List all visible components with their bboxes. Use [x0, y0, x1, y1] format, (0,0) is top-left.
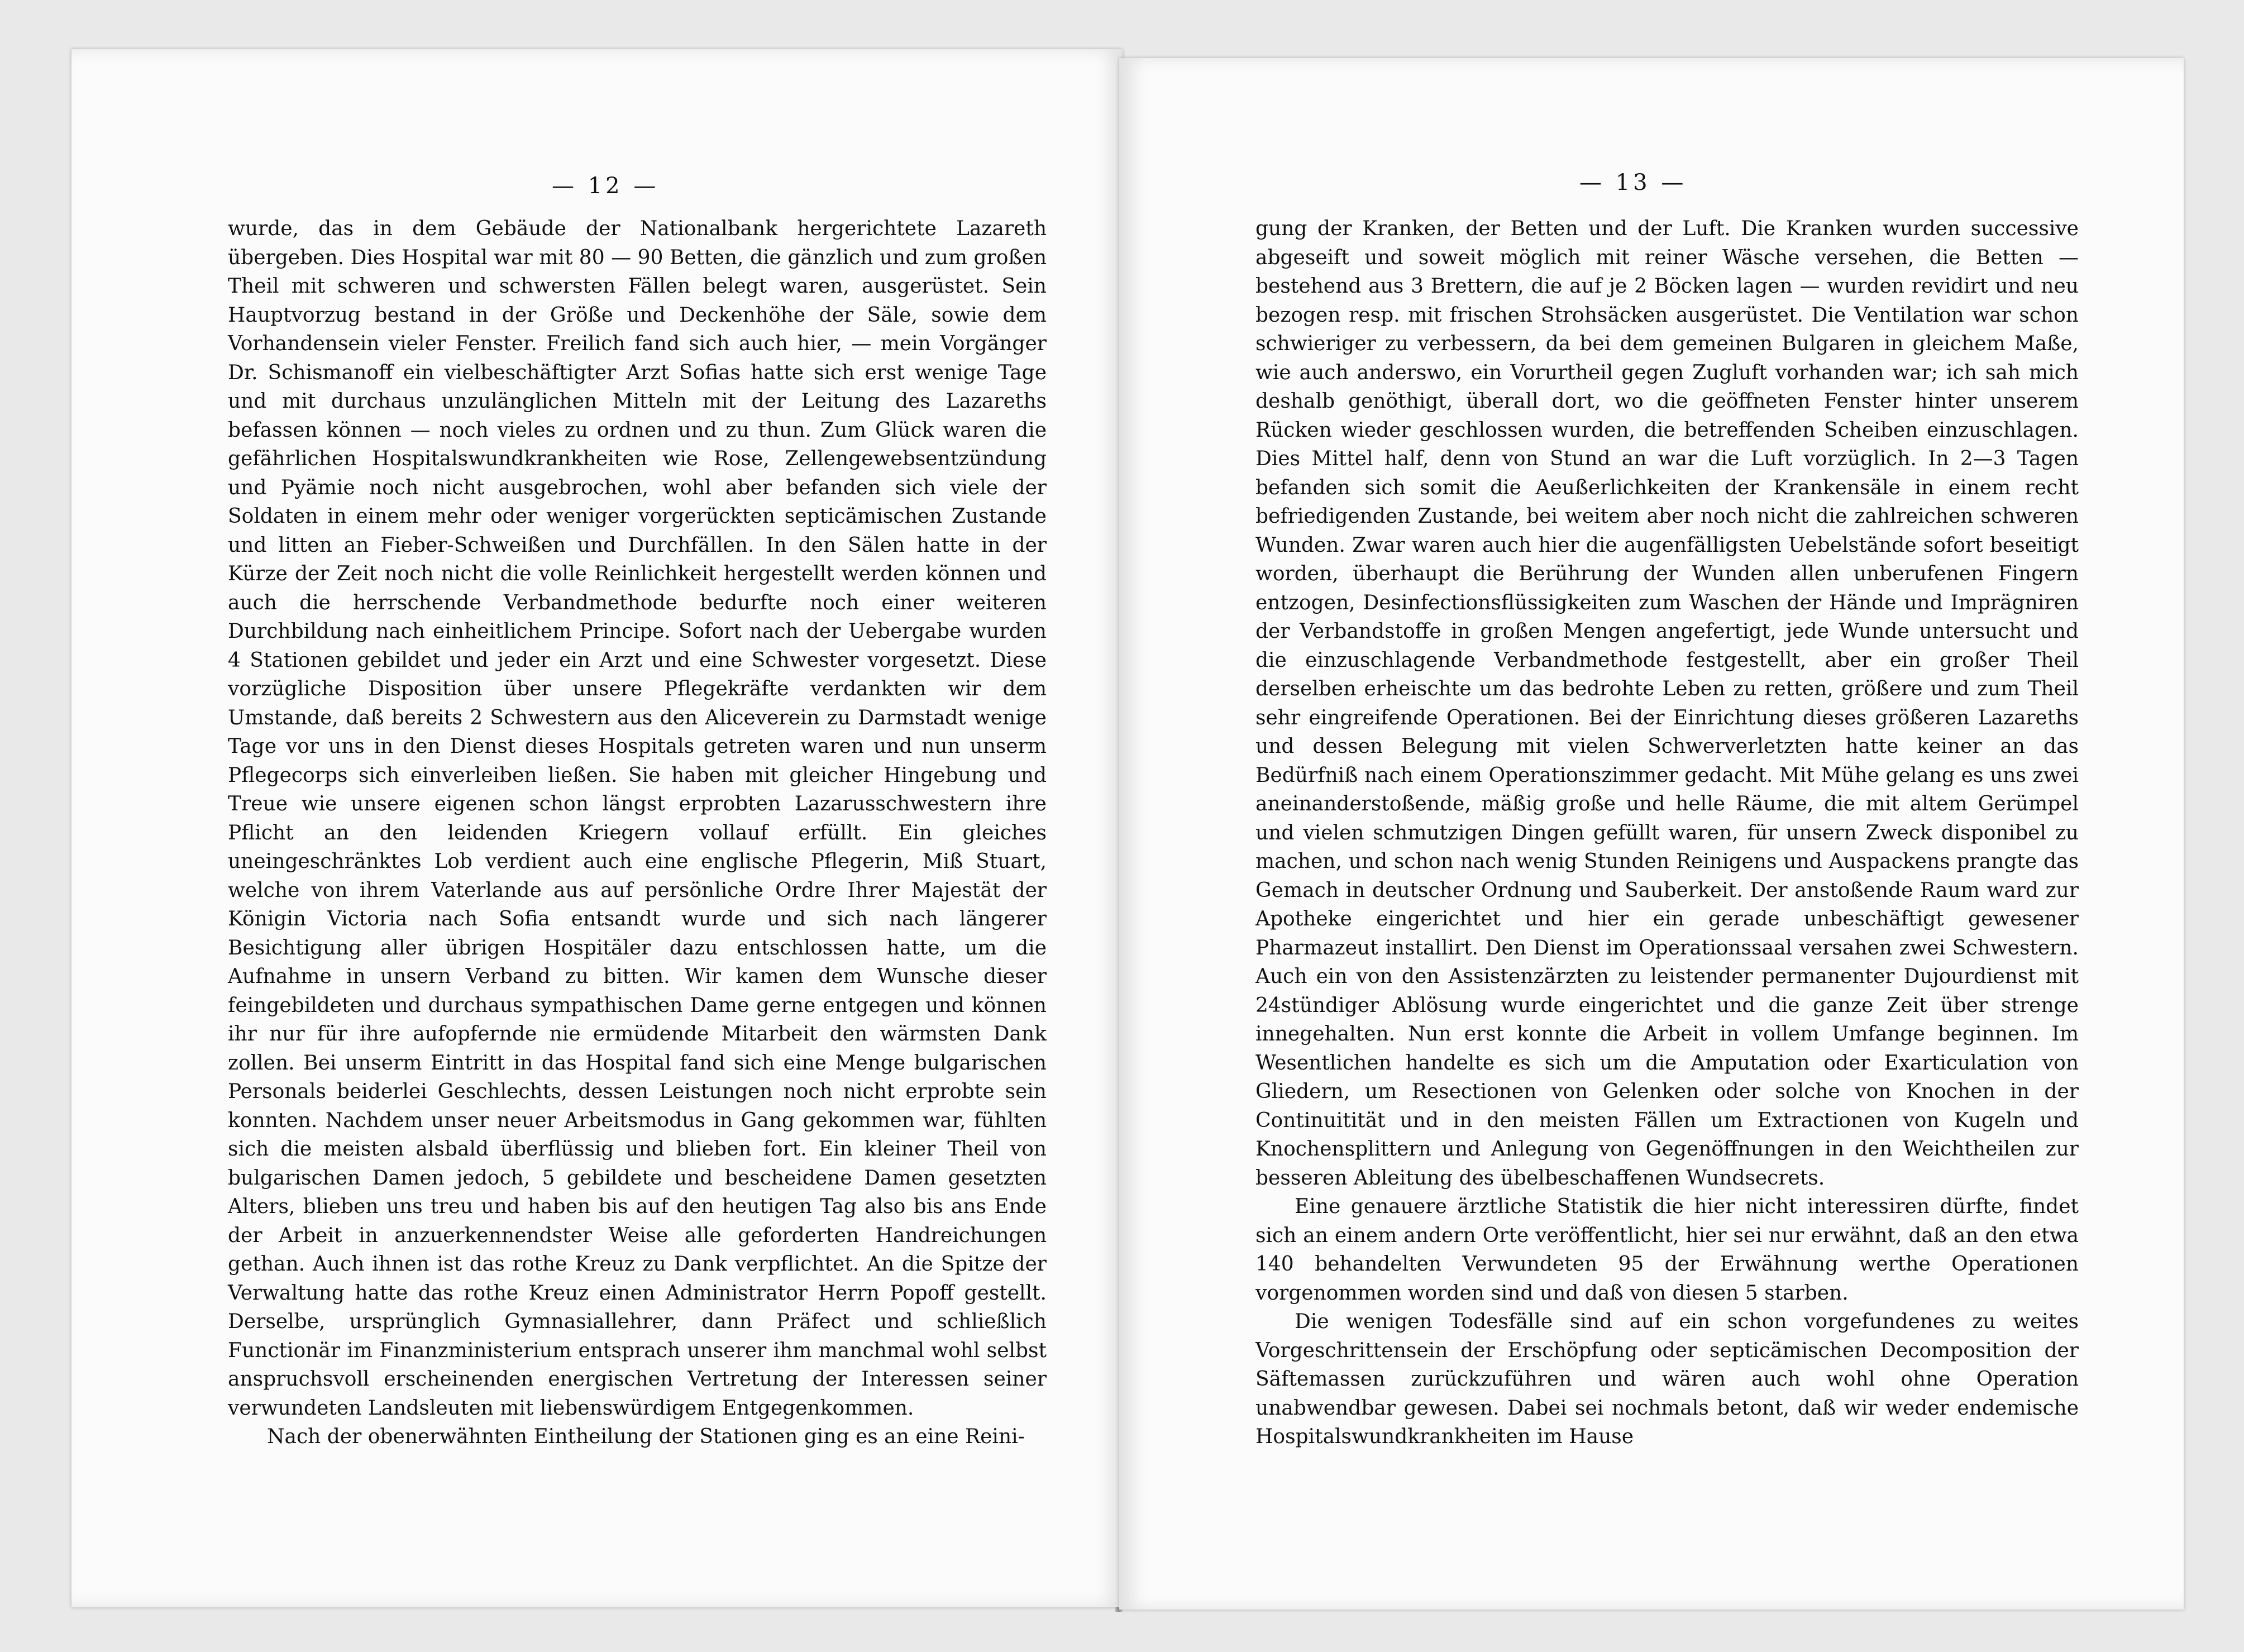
- paragraph: Die wenigen Todesfälle sind auf ein schon vorgefundenes zu weites Vorgeschrittensein der Erschöpfung oder septicämischen Decomposition der Säftemassen zurückzuführen und wären auch wohl ohne Operation unabwendbar gewesen. Dabei sei nochmals betont, daß wir weder endemische Hospitalswundkrankheiten im Hause: [1255, 1310, 2079, 1448]
- left-page: [71, 49, 1123, 1607]
- paragraph: Eine genauere ärztliche Statistik die hier nicht interessiren dürfte, findet sich an einem andern Orte veröffentlicht, hier sei nur erwähnt, daß an den etwa 140 behandelten Verwundeten 95 der Erwähnung werthe Operationen vorgenommen worden sind und daß von diesen 5 starben.: [1255, 1195, 2079, 1305]
- page-number: — 12 —: [552, 173, 660, 199]
- paragraph: Nach der obenerwähnten Eintheilung der Stationen ging es an eine Reini-: [267, 1425, 1025, 1448]
- page-number: — 13 —: [1579, 170, 1687, 195]
- body-text: [228, 214, 1047, 1452]
- right-page: [1119, 58, 2184, 1610]
- body-text: [1255, 214, 2079, 1452]
- paragraph: gung der Kranken, der Betten und der Luft. Die Kranken wurden successive abgeseift und soweit möglich mit reiner Wäsche versehen, die Betten — bestehend aus 3 Brettern, die auf je 2 Böcken lagen — wurden revidirt und neu bezogen resp. mit frischen Strohsäcken ausgerüstet. Die Ventilation war schon schwieriger zu verbessern, da bei dem gemeinen Bulgaren in gleichem Maße, wie auch anderswo, ein Vorurtheil gegen Zugluft vorhanden war; ich sah mich deshalb genöthigt, überall dort, wo die geöffneten Fenster hinter unserem Rücken wieder geschlossen wurden, die betreffenden Scheiben einzuschlagen. Dies Mittel half, denn von Stund an war die Luft vorzüglich. In 2—3 Tagen befanden sich somit die Aeußerlichkeiten der Krankensäle in einem recht befriedigenden Zustande, bei weitem aber noch nicht die zahlreichen schweren Wunden. Zwar waren auch hier die augenfälligsten Uebelstände sofort beseitigt worden, überhaupt die Berührung der Wunden allen unberufenen Fingern entzogen, Desinfectionsflüssigkeiten zum Waschen der Hände und Imprägniren der Verbandstoffe in großen Mengen angefertigt, jede Wunde untersucht und die einzuschlagende Verbandmethode festgestellt, aber ein großer Theil derselben erheischte um das bedrohte Leben zu retten, größere und zum Theil sehr eingreifende Operationen. Bei der Einrichtung dieses größeren Lazareths und dessen Belegung mit vielen Schwerverletzten hatte keiner an das Bedürfniß nach einem Operationszimmer gedacht. Mit Mühe gelang es uns zwei aneinanderstoßende, mäßig große und helle Räume, die mit altem Gerümpel und vielen schmutzigen Dingen gefüllt waren, für unsern Zweck disponibel zu machen, und schon nach wenig Stunden Reinigens und Auspackens prangte das Gemach in deutscher Ordnung und Sauberkeit. Der anstoßende Raum ward zur Apotheke eingerichtet und hier ein gerade unbeschäftigt gewesener Pharmazeut installirt. Den Dienst im Operationssaal versahen zwei Schwestern. Auch ein von den Assistenzärzten zu leistender permanenter Dujourdienst mit 24stündiger Ablösung wurde eingerichtet und die ganze Zeit über strenge innegehalten. Nun erst konnte die Arbeit in vollem Umfange beginnen. Im Wesentlichen handelte es sich um die Amputation oder Exarticulation von Gliedern, um Resectionen von Gelenken oder solche von Knochen in der Continuitität und in den meisten Fällen um Extractionen von Kugeln und Knochensplittern und Anlegung von Gegenöffnungen in den Weichtheilen zur besseren Ableitung des übelbeschaffenen Wundsecrets.: [1255, 217, 2079, 1190]
- paragraph: wurde, das in dem Gebäude der Nationalbank hergerichtete Lazareth übergeben. Dies Hospital war mit 80 — 90 Betten, die gänzlich und zum großen Theil mit schweren und schwersten Fällen belegt waren, ausgerüstet. Sein Hauptvorzug bestand in der Größe und Deckenhöhe der Säle, sowie dem Vorhandensein vieler Fenster. Freilich fand sich auch hier, — mein Vorgänger Dr. Schismanoff ein vielbeschäftigter Arzt Sofias hatte sich erst wenige Tage und mit durchaus unzulänglichen Mitteln mit der Leitung des Lazareths befassen können — noch vieles zu ordnen und zu thun. Zum Glück waren die gefährlichen Hospitalswundkrankheiten wie Rose, Zellengewebsentzündung und Pyämie noch nicht ausgebrochen, wohl aber befanden sich viele der Soldaten in einem mehr oder weniger vorgerückten septicämischen Zustande und litten an Fieber-Schweißen und Durchfällen. In den Sälen hatte in der Kürze der Zeit noch nicht die volle Reinlichkeit hergestellt werden können und auch die herrschende Verbandmethode bedurfte noch einer weiteren Durchbildung nach einheitlichem Principe. Sofort nach der Uebergabe wurden 4 Stationen gebildet und jeder ein Arzt und eine Schwester vorgesetzt. Diese vorzügliche Disposition über unsere Pflegekräfte verdankten wir dem Umstande, daß bereits 2 Schwestern aus den Aliceverein zu Darmstadt wenige Tage vor uns in den Dienst dieses Hospitals getreten waren und nun unserm Pflegecorps sich einverleiben ließen. Sie haben mit gleicher Hingebung und Treue wie unsere eigenen schon längst erprobten Lazarusschwestern ihre Pflicht an den leidenden Kriegern vollauf erfüllt. Ein gleiches uneingeschränktes Lob verdient auch eine englische Pflegerin, Miß Stuart, welche von ihrem Vaterlande aus auf persönliche Ordre Ihrer Majestät der Königin Victoria nach Sofia entsandt wurde und sich nach längerer Besichtigung aller übrigen Hospitäler dazu entschlossen hatte, um die Aufnahme in unsern Verband zu bitten. Wir kamen dem Wunsche dieser feingebildeten und durchaus sympathischen Dame gerne entgegen und können ihr nur für ihre aufopfernde nie ermüdende Mitarbeit den wärmsten Dank zollen. Bei unserm Eintritt in das Hospital fand sich eine Menge bulgarischen Personals beiderlei Geschlechts, dessen Leistungen noch nicht erprobte sein konnten. Nachdem unser neuer Arbeitsmodus in Gang gekommen war, fühlten sich die meisten alsbald überflüssig und blieben fort. Ein kleiner Theil von bulgarischen Damen jedoch, 5 gebildete und bescheidene Damen gesetzten Alters, blieben uns treu und haben bis auf den heutigen Tag also bis ans Ende der Arbeit in anzuerkennendster Weise alle geforderten Handreichungen gethan. Auch ihnen ist das rothe Kreuz zu Dank verpflichtet. An die Spitze der Verwaltung hatte das rothe Kreuz einen Administrator Herrn Popoff gestellt. Derselbe, ursprünglich Gymnasiallehrer, dann Präfect und schließlich Functionär im Finanzministerium entsprach unserer ihm manchmal wohl selbst anspruchsvoll erscheinenden energischen Vertretung der Interessen seiner verwundeten Landsleuten mit liebenswürdigem Entgegenkommen.: [228, 217, 1047, 1420]
